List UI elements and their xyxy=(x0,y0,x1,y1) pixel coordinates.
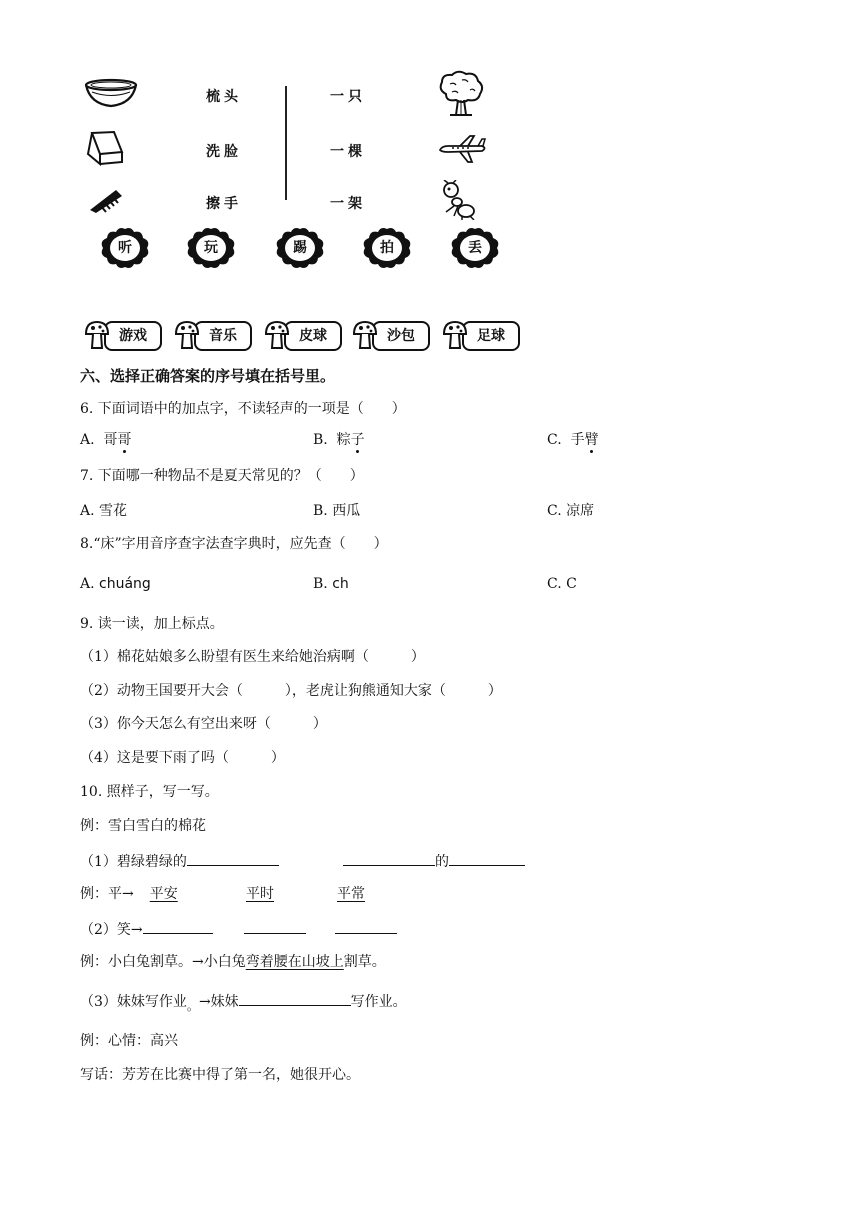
mushroom-tag-5-label: 足球 xyxy=(477,328,505,344)
mushroom-tag-1-label: 游戏 xyxy=(119,328,147,344)
comb-icon xyxy=(86,186,126,214)
q8-option-c: C. C xyxy=(547,576,577,592)
flower-5-label: 丢 xyxy=(468,240,482,256)
q10-example-4: 例：心情：高兴 xyxy=(80,1033,178,1049)
mushroom-icon xyxy=(352,320,378,350)
flower-4-label: 拍 xyxy=(380,240,394,256)
q10-example-3-lead: 割草。→小白兔 xyxy=(150,954,246,970)
mushroom-tag-5 xyxy=(442,318,520,352)
q10-example-2 xyxy=(80,884,194,904)
q9-item-4: （4）这是要下雨了吗（ ） xyxy=(80,750,285,766)
mushroom-icon xyxy=(442,320,468,350)
q6-option-c-label: C. xyxy=(547,432,562,448)
q10-example-1: 例：雪白雪白的棉花 xyxy=(80,818,206,834)
q8-option-b-label: B. xyxy=(313,576,328,592)
mushroom-tag-4-label: 沙包 xyxy=(387,328,415,344)
basin-icon xyxy=(84,78,138,110)
q9-item-3: （3）你今天怎么有空出来呀（ ） xyxy=(80,716,327,732)
airplane-icon xyxy=(438,134,488,164)
q6-option-c-dotted-char: 臂 xyxy=(584,432,599,448)
q10-part-2-blank-2[interactable] xyxy=(244,918,306,934)
mushroom-tag-3 xyxy=(264,318,342,352)
mushroom-tag-3-label: 皮球 xyxy=(299,328,327,344)
q8-option-a xyxy=(80,574,151,594)
q6-stem: 6. 下面词语中的加点字，不读轻声的一项是（ ） xyxy=(80,401,406,417)
q10-example-2-word-2: 平时 xyxy=(246,886,274,902)
q10-example-2-word-3-wrap xyxy=(321,884,381,904)
q10-part-1-blank-1[interactable] xyxy=(187,850,279,866)
flower-4 xyxy=(360,226,414,270)
flower-1 xyxy=(98,226,152,270)
q8-option-a-value: chuáng xyxy=(99,576,151,592)
q6-option-a-label: A. xyxy=(80,432,95,448)
q10-part-2-blank-3[interactable] xyxy=(335,918,397,934)
mushroom-tag-4 xyxy=(352,318,430,352)
q10-part-2-prefix: （2）笑→ xyxy=(80,922,143,938)
flower-2 xyxy=(184,226,238,270)
q10-example-2-word-1: 平安 xyxy=(149,886,178,902)
q10-example-2-word-2-wrap xyxy=(230,884,290,904)
q7-option-c: C. 凉席 xyxy=(547,503,595,519)
tree-icon xyxy=(436,70,486,118)
q6-option-c xyxy=(547,430,599,450)
mushroom-tag-2-label: 音乐 xyxy=(209,328,237,344)
match-left-word-3: 擦手 xyxy=(206,196,242,212)
q10-stem: 10. 照样子，写一写。 xyxy=(80,784,219,800)
q8-stem: 8.“床”字用音序查字法查字典时，应先查（ ） xyxy=(80,536,388,552)
q10-example-2-prefix: 例：平→ xyxy=(80,886,134,902)
flower-1-label: 听 xyxy=(118,240,132,256)
q10-example-5: 写话：芳芳在比赛中得了第一名，她很开心。 xyxy=(80,1067,360,1083)
ant-icon xyxy=(438,180,480,220)
q10-example-3-prefix: 例：小白兔 xyxy=(80,954,150,970)
q6-option-b-label: B. xyxy=(313,432,328,448)
mushroom-icon xyxy=(264,320,290,350)
q9-item-1: （1）棉花姑娘多么盼望有医生来给她治病啊（ ） xyxy=(80,649,425,665)
q10-example-3 xyxy=(80,952,386,972)
match-left-word-2: 洗脸 xyxy=(206,144,242,160)
flower-5 xyxy=(448,226,502,270)
q6-option-a-char: 哥 xyxy=(103,432,118,448)
match-right-word-1: 一只 xyxy=(330,89,366,105)
match-left-word-1: 梳头 xyxy=(206,89,242,105)
mushroom-tag-2 xyxy=(174,318,252,352)
q10-part-2-blank-2-wrap xyxy=(244,918,306,940)
q10-part-1-de: 的 xyxy=(435,854,449,870)
q9-item-2: （2）动物王国要开大会（ ），老虎让狗熊通知大家（ ） xyxy=(80,683,502,699)
q10-part-3 xyxy=(80,990,407,1012)
section-6-title: 六、选择正确答案的序号填在括号里。 xyxy=(80,367,336,385)
q10-part-1-blank-3[interactable] xyxy=(449,850,525,866)
mushroom-icon xyxy=(84,320,110,350)
q6-option-b xyxy=(313,430,365,450)
q10-part-3-arrow: →妹妹 xyxy=(198,994,239,1010)
mushroom-tag-1 xyxy=(84,318,162,352)
q10-part-3-prefix: （3）妹妹写作业 xyxy=(80,994,187,1010)
q7-stem: 7. 下面哪一种物品不是夏天常见的？（ ） xyxy=(80,468,364,484)
flower-3-label: 踢 xyxy=(293,240,307,256)
q10-part-1-blank-2[interactable] xyxy=(343,850,435,866)
q10-part-2-blank-1[interactable] xyxy=(143,918,213,934)
q10-part-2 xyxy=(80,918,213,940)
match-right-word-2: 一棵 xyxy=(330,144,366,160)
q6-option-c-char: 手 xyxy=(570,432,585,448)
flower-3 xyxy=(273,226,327,270)
q10-part-3-mark: 。 xyxy=(186,999,199,1013)
q10-example-3-underlined: 弯着腰在山坡上 xyxy=(245,954,344,970)
q6-option-b-dotted-char: 子 xyxy=(350,432,365,448)
q7-option-b: B. 西瓜 xyxy=(313,503,361,519)
q10-part-3-blank[interactable] xyxy=(239,990,351,1006)
q6-option-a xyxy=(80,430,131,450)
q10-example-3-suffix: 割草。 xyxy=(343,954,386,970)
flower-2-label: 玩 xyxy=(204,240,218,256)
q6-option-b-char: 粽 xyxy=(336,432,351,448)
q10-part-1-second xyxy=(343,850,525,872)
q10-part-1-prefix: （1）碧绿碧绿的 xyxy=(80,854,187,870)
q8-option-b xyxy=(313,574,349,594)
q10-part-3-suffix: 写作业。 xyxy=(350,994,407,1010)
q8-option-a-label: A. xyxy=(80,576,95,592)
mushroom-icon xyxy=(174,320,200,350)
q10-part-1 xyxy=(80,850,279,872)
q9-stem: 9. 读一读，加上标点。 xyxy=(80,616,224,632)
q10-example-2-word-3: 平常 xyxy=(337,886,365,902)
q6-option-a-dotted-char: 哥 xyxy=(117,432,132,448)
q7-option-a: A. 雪花 xyxy=(80,503,128,519)
match-right-word-3: 一架 xyxy=(330,196,366,212)
towel-icon xyxy=(84,130,124,166)
q8-option-b-value: ch xyxy=(332,576,349,592)
divider-line xyxy=(285,86,287,200)
q10-part-2-blank-3-wrap xyxy=(335,918,397,940)
